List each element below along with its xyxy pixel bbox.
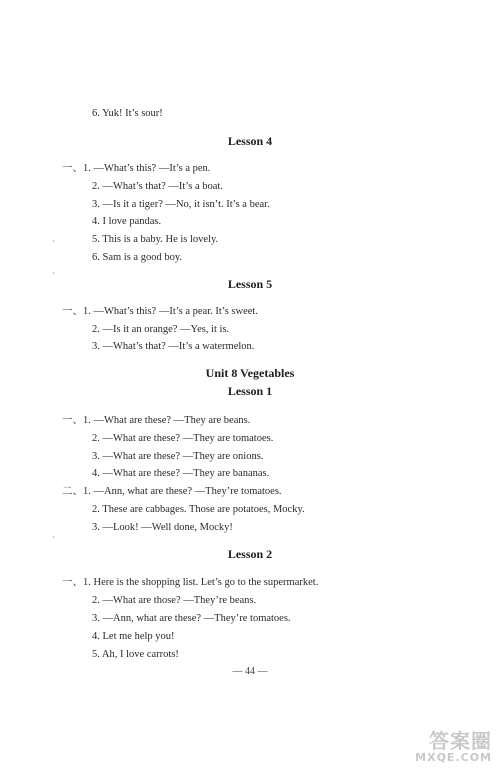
answer-line: 3. —What are these? —They are onions. — [92, 451, 264, 462]
answer-line: 2. —What’s that? —It’s a boat. — [92, 181, 223, 192]
lesson-heading: Lesson 2 — [227, 547, 273, 561]
scan-speck: · — [52, 532, 55, 542]
answer-line: 6. Sam is a good boy. — [92, 252, 183, 263]
answer-line: 3. —Is it a tiger? —No, it isn’t. It’s a bear. — [92, 199, 270, 210]
watermark-text-cn: 答案圈 — [429, 729, 492, 753]
answer-line: 6. Yuk! It’s sour! — [92, 108, 163, 119]
scan-speck: · — [52, 268, 55, 278]
answer-line: 2. —Is it an orange? —Yes, it is. — [92, 324, 230, 335]
answer-line: 一、1. —What’s this? —It’s a pear. It’s sweet. — [62, 306, 258, 317]
page-number: — 44 — — [232, 666, 268, 677]
lesson-heading: Lesson 5 — [227, 277, 273, 291]
answer-line: 2. These are cabbages. Those are potatoes, Mocky. — [92, 504, 305, 515]
scan-speck: · — [52, 236, 55, 246]
answer-line: 一、1. Here is the shopping list. Let’s go to the supermarket. — [62, 577, 319, 588]
answer-line: 一、1. —What’s this? —It’s a pen. — [62, 163, 211, 174]
answer-line: 3. —Ann, what are these? —They’re tomatoes. — [92, 613, 291, 624]
answer-line: 二、1. —Ann, what are these? —They’re tomatoes. — [62, 486, 282, 497]
lesson-heading: Lesson 4 — [227, 134, 273, 148]
answer-line: 4. Let me help you! — [92, 631, 175, 642]
answer-line: 4. I love pandas. — [92, 216, 162, 227]
answer-line: 3. —What’s that? —It’s a watermelon. — [92, 341, 255, 352]
answer-line: 4. —What are these? —They are bananas. — [92, 468, 270, 479]
watermark-text-en: MXQE.COM — [415, 751, 492, 764]
watermark-logo — [392, 730, 492, 768]
answer-line: 5. Ah, I love carrots! — [92, 649, 179, 660]
answer-line: 2. —What are those? —They’re beans. — [92, 595, 257, 606]
answer-line: 一、1. —What are these? —They are beans. — [62, 415, 251, 426]
unit-title: Unit 8 Vegetables — [205, 366, 295, 380]
answer-line: 2. —What are these? —They are tomatoes. — [92, 433, 274, 444]
lesson-heading: Lesson 1 — [227, 384, 273, 398]
answer-line: 3. —Look! —Well done, Mocky! — [92, 522, 233, 533]
answer-line: 5. This is a baby. He is lovely. — [92, 234, 219, 245]
